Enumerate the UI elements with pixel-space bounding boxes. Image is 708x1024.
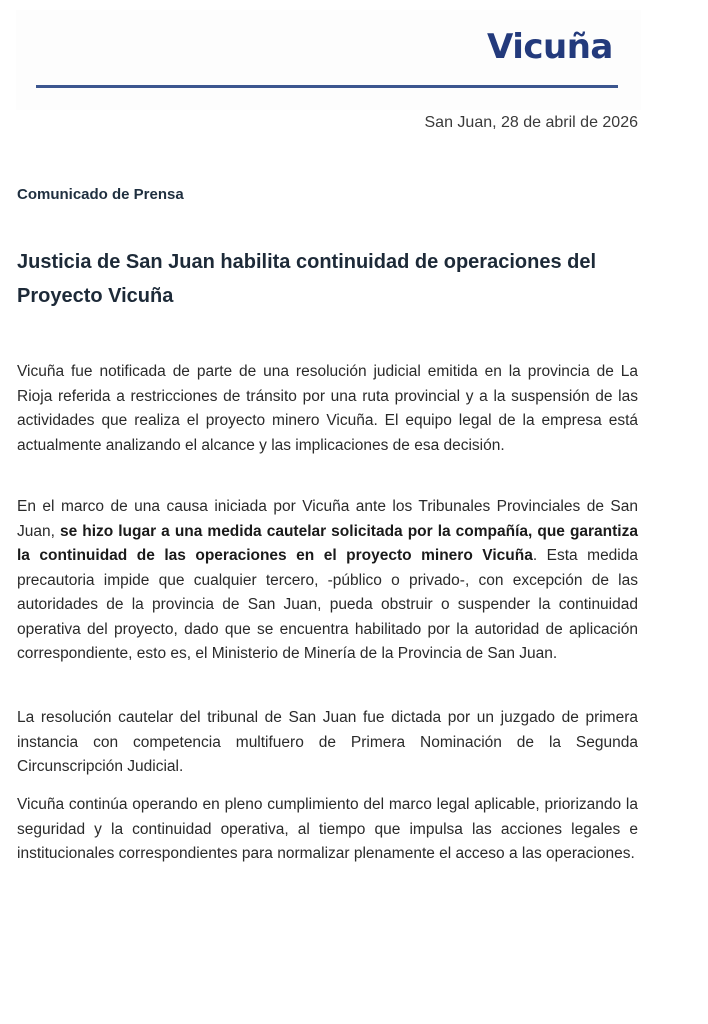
body-paragraph-4: Vicuña continúa operando en pleno cumplimiento del marco legal aplicable, priorizando la seguridad y la continuidad operativa, al tiempo que impulsa las acciones legales e institucionales correspondientes para normalizar plenamente el acceso a las operaciones. bbox=[17, 796, 638, 862]
body-paragraph-2 bbox=[17, 495, 638, 667]
date-line: San Juan, 28 de abril de 2026 bbox=[424, 114, 638, 131]
press-release-headline: Justicia de San Juan habilita continuidad de operaciones del Proyecto Vicuña bbox=[17, 251, 597, 307]
body-paragraph-3: La resolución cautelar del tribunal de San Juan fue dictada por un juzgado de primera instancia con competencia multifuero de Primera Nominación de la Segunda Circunscripción Judicial. bbox=[17, 709, 638, 775]
header-divider bbox=[36, 85, 618, 88]
paragraph-2-rest: . Esta medida precautoria impide que cualquier tercero, -público o privado-, con excepción de las autoridades de la provincia de San Juan, pueda obstruir o suspender la continuidad operativa del proyecto, dado que se encuentra habilitado por la autoridad de aplicación correspondiente, esto es, el Ministerio de Minería de la Provincia de San Juan. bbox=[17, 547, 638, 662]
paragraph-2-emphasis: se hizo lugar a una medida cautelar solicitada por la compañía, que garantiza la continuidad de las operaciones en el proyecto minero Vicuña bbox=[17, 522, 638, 564]
paragraph-2-intro: En el marco de una causa iniciada por Vicuña ante los Tribunales Provinciales de San Juan, bbox=[17, 498, 638, 540]
document-type-label: Comunicado de Prensa bbox=[17, 186, 184, 203]
body-paragraph-1: Vicuña fue notificada de parte de una resolución judicial emitida en la provincia de La Rioja referida a restricciones de tránsito por una ruta provincial y a la suspensión de las actividades que realiza el proyecto minero Vicuña. El equipo legal de la empresa está actualmente analizando el alcance y las implicaciones de esa decisión. bbox=[17, 363, 638, 454]
vicuna-logo: Vicuña bbox=[487, 27, 613, 67]
